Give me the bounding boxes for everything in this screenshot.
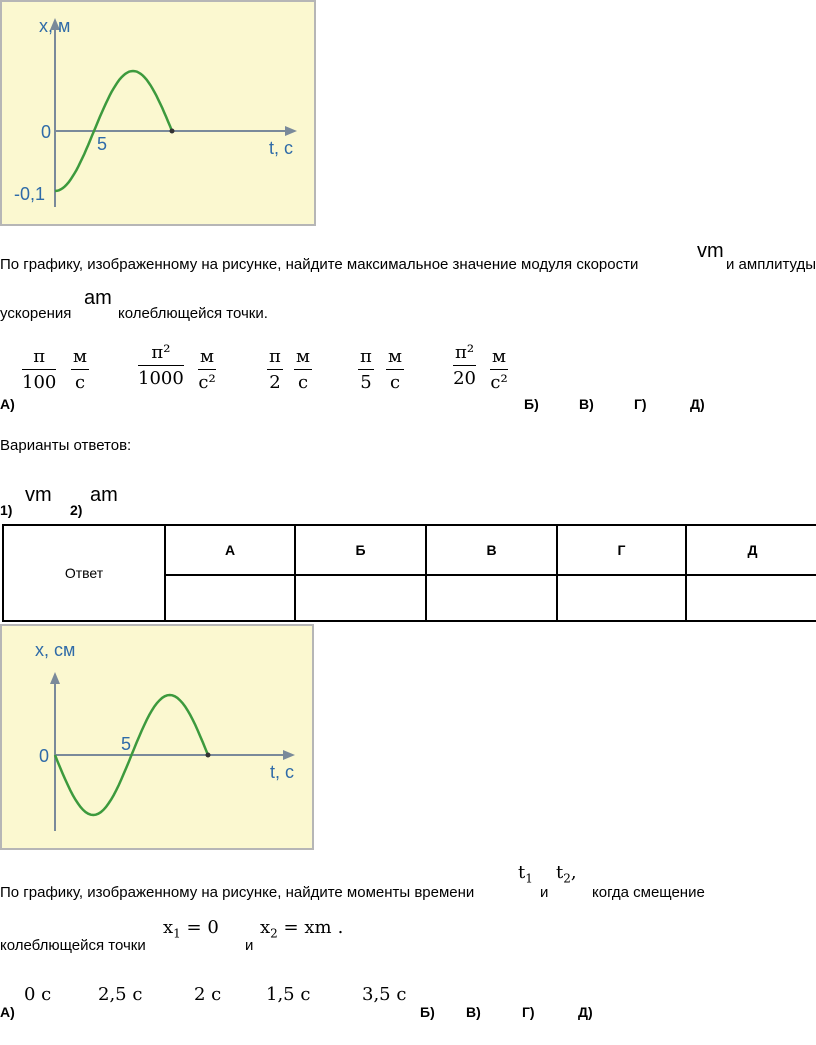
variant-2-symbol: am (90, 484, 118, 506)
q1-line1-end: и амплитуды (726, 256, 816, 273)
q2-and-2: и (245, 937, 254, 954)
y-axis-label: x, см (35, 640, 76, 660)
option-g-value: $\frac{\pi}{5}$ (360, 346, 372, 393)
variant-2-label: 2) (70, 502, 83, 518)
option-d-value: $\frac{\text{π²}}{20}$ (453, 342, 476, 389)
q2-line1-text: По графику, изображенному на рисунке, найдите моменты времени (0, 884, 475, 901)
answer-header-v: В (426, 525, 557, 575)
q2-option-b-value: 2,5 с (98, 984, 143, 1005)
answer-cell-v[interactable] (426, 575, 557, 621)
q1-label-a: А) (0, 396, 15, 412)
q2-label-a: А) (0, 1004, 15, 1020)
curve-end-point (206, 753, 211, 758)
answer-header-d: Д (686, 525, 816, 575)
x1-equation: $x_1 = 0$ (163, 917, 219, 941)
x2-equation: $x_2$ = xm . (260, 917, 344, 941)
variant-1-label: 1) (0, 502, 13, 518)
q2-option-d-value: 3,5 с (362, 984, 407, 1005)
option-b-value: $\frac{\text{π²}}{1000}$ (138, 342, 184, 389)
q1-line2-text: ускорения (0, 305, 72, 322)
q2-option-a-value: 0 с (24, 984, 52, 1005)
zero-label: 0 (39, 746, 50, 766)
answer-cell-g[interactable] (557, 575, 686, 621)
q2-option-v-value: 2 с (194, 984, 222, 1005)
q2-label-d: Д) (578, 1004, 593, 1020)
zero-label: 0 (41, 122, 52, 142)
q2-line2-text: колеблющейся точки (0, 937, 146, 954)
q1-line1-text: По графику, изображенному на рисунке, найдите максимальное значение модуля скорости (0, 256, 639, 273)
neg-label: -0,1 (14, 184, 46, 204)
graph-2 (0, 624, 314, 850)
q1-label-b: Б) (524, 396, 539, 412)
answer-table (2, 524, 816, 622)
q2-label-v: В) (466, 1004, 481, 1020)
q2-line1-end: когда смещение (592, 884, 705, 901)
curve-end-point (170, 129, 175, 134)
answer-header-a: А (165, 525, 295, 575)
tick-label-5: 5 (121, 734, 132, 754)
vm-symbol: vm (697, 240, 724, 262)
t2-symbol: $t_2$, (556, 862, 577, 886)
q1-label-v: В) (579, 396, 594, 412)
x-axis-label: t, с (269, 138, 294, 158)
x-axis-label: t, с (270, 762, 295, 782)
option-v-unit: м с (296, 346, 311, 393)
option-g-unit: м с (388, 346, 403, 393)
y-axis-label: x, м (39, 16, 71, 36)
q1-line1 (0, 256, 638, 273)
option-a-unit: м с (73, 346, 88, 393)
graph-1-svg (2, 2, 314, 224)
answer-cell-a[interactable] (165, 575, 295, 621)
graph-2-svg (2, 626, 312, 848)
option-d-unit: м с² (490, 346, 508, 393)
option-b-unit: м с² (198, 346, 216, 393)
variants-heading: Варианты ответов: (0, 437, 132, 454)
answer-header-g: Г (557, 525, 686, 575)
answer-cell-d[interactable] (686, 575, 816, 621)
q2-label-g: Г) (522, 1004, 535, 1020)
x-axis-arrow (285, 126, 297, 136)
q2-and-1: и (540, 884, 549, 901)
answer-header-b: Б (295, 525, 426, 575)
answer-row-label: Ответ (3, 525, 165, 621)
tick-label-5: 5 (97, 134, 108, 154)
answer-cell-b[interactable] (295, 575, 426, 621)
q1-label-d: Д) (690, 396, 705, 412)
y-axis-arrow (50, 672, 60, 684)
q1-label-g: Г) (634, 396, 647, 412)
q2-label-b: Б) (420, 1004, 435, 1020)
t1-symbol: $t_1$ (518, 862, 533, 886)
variant-1-symbol: vm (25, 484, 52, 506)
x-axis-arrow (283, 750, 295, 760)
option-v-value: $\frac{\pi}{2}$ (269, 346, 281, 393)
q1-line2-end: колеблющейся точки. (118, 305, 268, 322)
am-symbol: am (84, 287, 112, 309)
graph-1 (0, 0, 316, 226)
q2-option-g-value: 1,5 с (266, 984, 311, 1005)
option-a-value: $\frac{\pi}{100}$ (22, 346, 57, 393)
